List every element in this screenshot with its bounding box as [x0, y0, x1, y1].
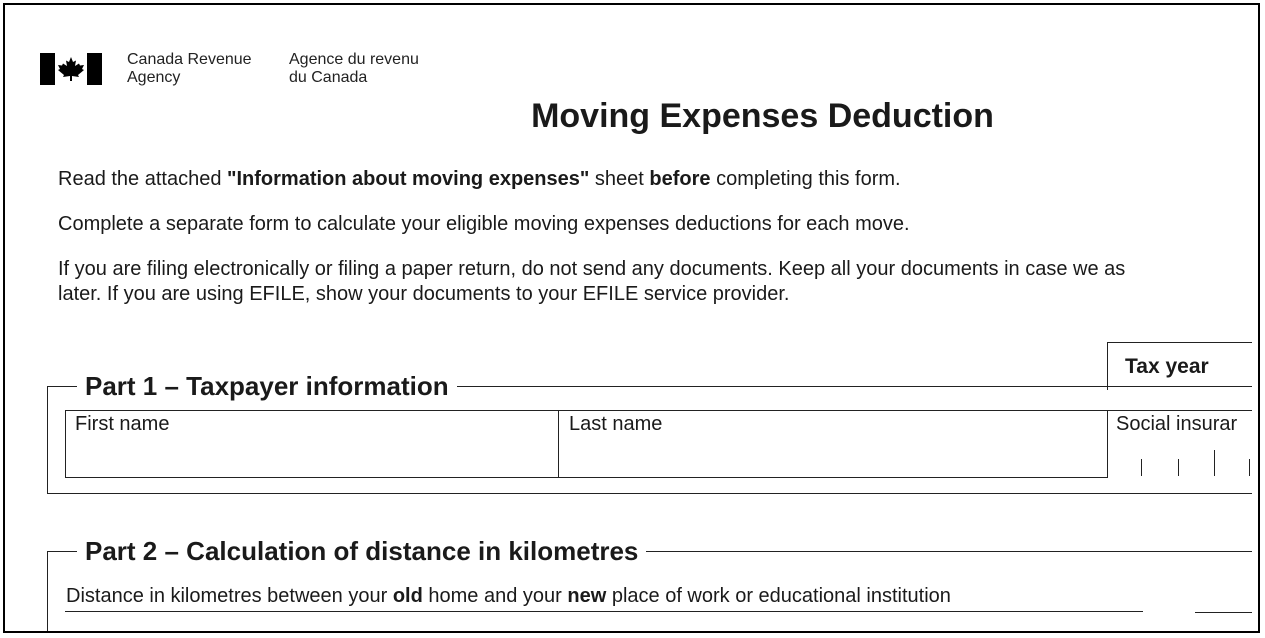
- part1-bottom-rule: [47, 493, 1252, 494]
- agency-name-french: [289, 51, 419, 87]
- form-title: Moving Expenses Deduction: [531, 97, 994, 135]
- agency-fr-line2: du Canada: [289, 69, 368, 86]
- sin-digit-tick: [1249, 459, 1250, 476]
- agency-name-english: [127, 51, 252, 87]
- agency-en-line1: Canada Revenue: [127, 51, 252, 68]
- agency-fr-line1: Agence du revenu: [289, 51, 419, 68]
- sin-digit-tick: [1178, 459, 1179, 476]
- instruction-separate-form: Complete a separate form to calculate your eligible moving expenses deductions for each move.: [58, 213, 910, 235]
- last-name-label: Last name: [569, 413, 663, 435]
- instruction-read-attached: Read the attached "Information about moving expenses" sheet before completing this form.: [58, 168, 901, 190]
- first-name-field[interactable]: [66, 435, 557, 476]
- last-name-field[interactable]: [559, 435, 1106, 476]
- distance-label: Distance in kilometres between your old home and your new place of work or educational institution: [66, 585, 951, 607]
- fields-bottom-border: [65, 477, 1107, 478]
- part1-title: Part 1 – Taxpayer information: [77, 371, 457, 402]
- instruction-documents-line2: later. If you are using EFILE, show your documents to your EFILE service provider.: [58, 283, 790, 305]
- sin-label: Social insurar: [1116, 413, 1238, 435]
- distance-km-field[interactable]: [1195, 590, 1252, 613]
- form-page: [3, 3, 1260, 633]
- canada-flag-logo: [40, 53, 102, 85]
- sin-digit-tick: [1141, 459, 1142, 476]
- fields-top-border: [65, 410, 1252, 411]
- tax-year-box-border: [1107, 342, 1108, 390]
- part1-left-rule: [47, 386, 48, 494]
- agency-en-line2: Agency: [127, 69, 181, 86]
- first-name-label: First name: [75, 413, 170, 435]
- distance-label-underline: [65, 611, 1143, 612]
- sin-group-divider: [1214, 450, 1215, 476]
- part2-left-rule: [47, 551, 48, 633]
- part2-title: Part 2 – Calculation of distance in kilometres: [77, 536, 646, 567]
- sin-field[interactable]: [1108, 445, 1252, 477]
- tax-year-label: Tax year: [1125, 355, 1209, 378]
- instruction-documents-line1: If you are filing electronically or filing a paper return, do not send any documents. Keep all your documents in case we as: [58, 258, 1126, 280]
- maple-leaf-icon: [57, 56, 85, 82]
- tax-year-box-top: [1107, 342, 1252, 343]
